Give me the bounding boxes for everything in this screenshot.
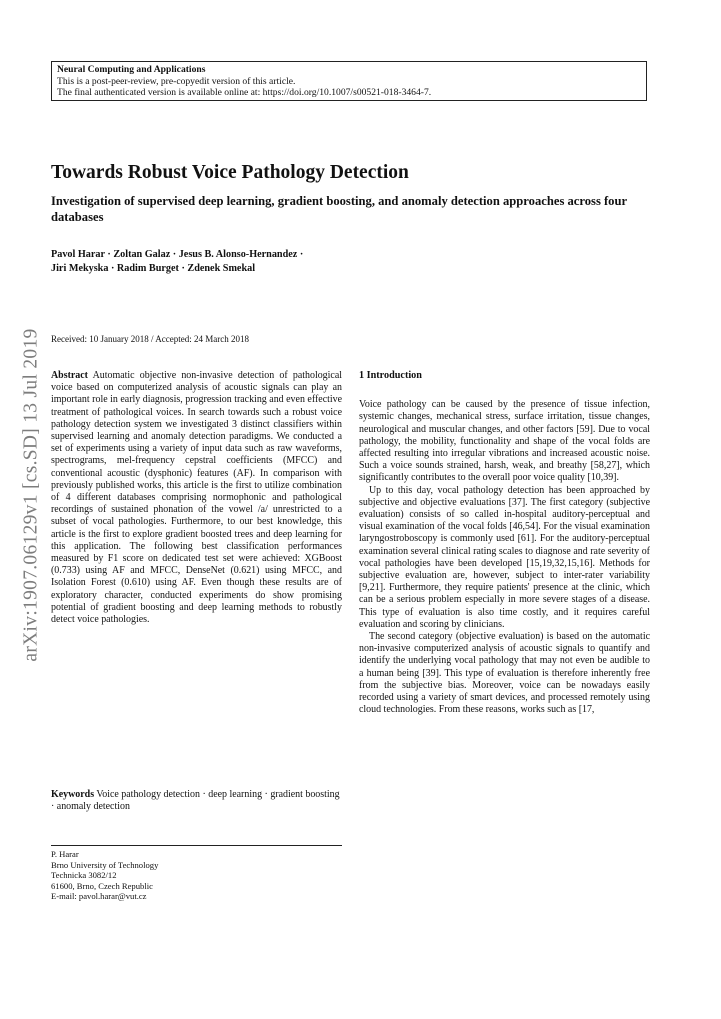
section-heading-introduction: 1 Introduction xyxy=(359,370,422,381)
author-affiliation xyxy=(51,849,342,902)
intro-paragraph-1: Voice pathology can be caused by the presence of tissue infection, systemic changes, mechanical stress, surface irritation, tissue changes, neurological and muscular changes, and other factors [59]. Due to vocal pathology, the mobility, functionality and shape of the vocal folds are affected resulting into irregular vibrations and increased acoustic noise. Such a voice sounds strained, harsh, weak, and breathy [58,27], which significantly contributes to the overall poor voice quality [10,39]. xyxy=(359,399,650,484)
footnote-divider xyxy=(51,845,342,846)
author-list xyxy=(51,248,651,276)
introduction-column xyxy=(359,370,650,716)
affiliation-city: 61600, Brno, Czech Republic xyxy=(51,880,153,891)
affiliation-email: E-mail: pavol.harar@vut.cz xyxy=(51,891,147,902)
abstract-column xyxy=(51,370,342,626)
preprint-notice-box xyxy=(51,61,647,101)
paper-subtitle: Investigation of supervised deep learning, gradient boosting, and anomaly detection approaches across four databases xyxy=(51,194,627,224)
notice-line-1: This is a post-peer-review, pre-copyedit version of this article. xyxy=(57,75,296,87)
keywords xyxy=(51,789,342,813)
affiliation-street: Technicka 3082/12 xyxy=(51,870,117,881)
abstract xyxy=(51,370,342,626)
intro-paragraph-3: The second category (objective evaluation) is based on the automatic non-invasive computerized analysis of acoustic signals to quantify and identify the underlying vocal pathology that may not even be audible to a human being [39]. This type of evaluation is therefore inherently free from the subjective bias. Moreover, voice can be nowadays easily recorded using a variety of smart devices, and processed remotely using cloud technologies. From these reasons, works such as [17, xyxy=(359,631,650,716)
abstract-heading: Abstract xyxy=(51,370,88,381)
arxiv-id: arXiv:1907.06129v1 [cs.SD] 13 Jul 2019 xyxy=(21,328,43,662)
keywords-text: Voice pathology detection · deep learning · gradient boosting · anomaly detection xyxy=(51,789,340,813)
intro-paragraph-2: Up to this day, vocal pathology detection has been approached by subjective and objective evaluations [37]. The first category (subjective evaluation) consists of so called in-hospital auditory-perceptual and visual examination of the vocal folds [46,54]. For the visual examination laryngostroboscopy is commonly used [61]. For the auditory-perceptual examination several clinical rating scales to diagnose and rate severity of vocal pathologies have been developed [15,19,32,15,16]. Methods for subjective evaluation are, however, subject to inter-rater variability [9,21]. Furthermore, they require patients' presence at the clinic, which can be a serious problem especially in more severe stages of a disease. This type of evaluation is also time costly, and it requires careful evaluation and scoring by clinicians. xyxy=(359,484,650,630)
received-dates: Received: 10 January 2018 / Accepted: 24 March 2018 xyxy=(51,334,249,344)
arxiv-watermark xyxy=(8,330,56,660)
authors-line-2: Jiri Mekyska · Radim Burget · Zdenek Smekal xyxy=(51,263,256,274)
keywords-heading: Keywords xyxy=(51,789,95,800)
authors-line-1: Pavol Harar · Zoltan Galaz · Jesus B. Alonso-Hernandez · xyxy=(51,249,304,260)
notice-line-2: The final authenticated version is available online at: https://doi.org/10.1007/s00521-018-3464-7. xyxy=(57,87,432,99)
paper-title: Towards Robust Voice Pathology Detection xyxy=(51,162,409,183)
affiliation-name: P. Harar xyxy=(51,849,79,859)
affiliation-institution: Brno University of Technology xyxy=(51,859,159,870)
journal-name: Neural Computing and Applications xyxy=(57,64,206,75)
abstract-text: Automatic objective non-invasive detection of pathological voice based on computerized analysis of acoustic signals can play an important role in early diagnosis, progression tracking and even effective treatment of pathological voices. In search towards such a robust voice pathology detection system we investigated 3 distinct classifiers within supervised learning and anomaly detection paradigms. We conducted a set of experiments using a variety of input data such as raw waveforms, spectrograms, mel-frequency cepstral coefficients (MFCC) and conventional acoustic (dysphonic) features (AF). In comparison with previously published works, this article is the first to utilize combination of 4 different databases comprising normophonic and pathological recordings of sustained phonation of the vowel /a/ unrestricted to a subset of vocal pathologies. Furthermore, to our best knowledge, this article is the first to explore gradient boosted trees and deep learning for this application. The following best classification performances measured by F1 score on dedicated test set were achieved: XGBoost (0.733) using AF and MFCC, DenseNet (0.621) using MFCC, and Isolation Forest (0.610) using AF. Even though these results are of exploratory character, conducted experiments do show promising potential of gradient boosting and deep learning methods to robustly detect voice pathologies. xyxy=(51,370,342,626)
